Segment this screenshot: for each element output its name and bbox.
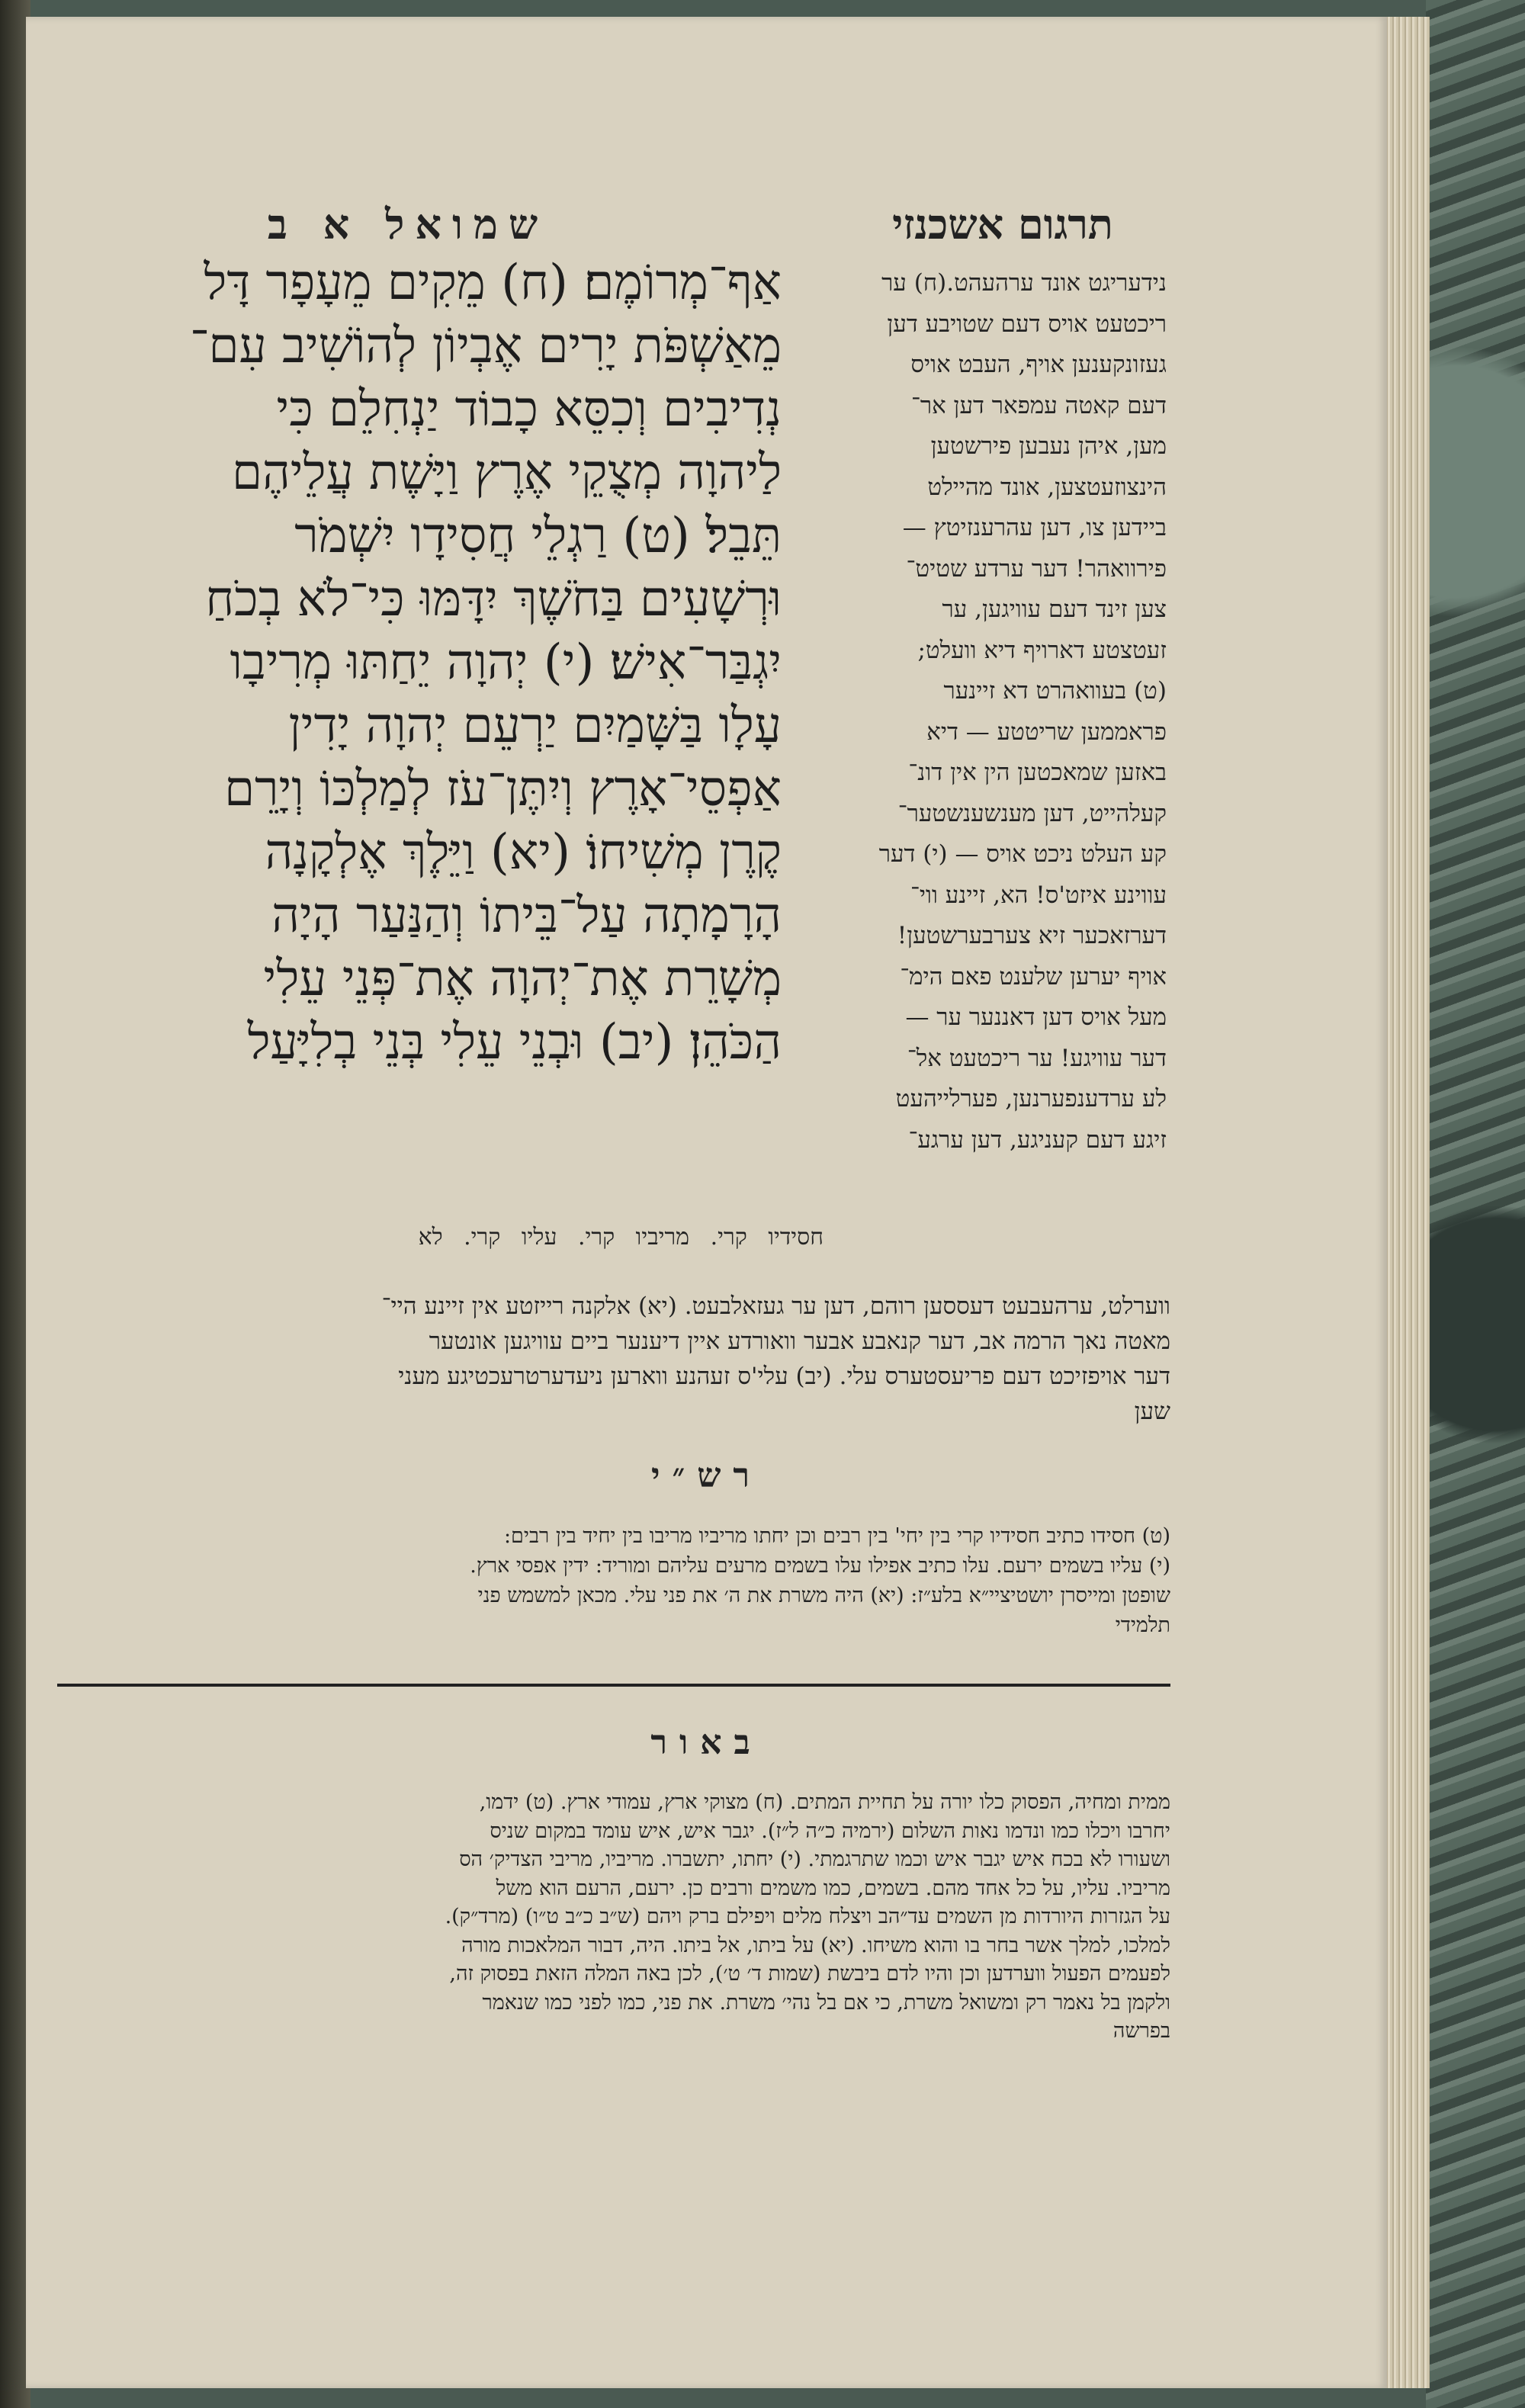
targum-line: אויף יערען שלענט פאם הימ־ [900, 962, 1167, 990]
hebrew-line: אַף־מְרוֹמֶם׃ (ח) מֵקִים מֵעָפָר דָּל [204, 255, 782, 311]
targum-line: דער עוויגע! ער ריכטעט אל־ [907, 1044, 1167, 1072]
targum-line: קעלהייט, דען מענשענשטער־ [897, 799, 1167, 827]
targum-line: עווינע איזט'ס! הא, זיינע ווי־ [910, 881, 1167, 909]
targum-line: פירוואהר! דער ערדע שטיט־ [906, 554, 1167, 583]
rashi-line: שופטן ומייסרן יושטיציי״א בלע״ז: (יא) היה משרת את ה׳ את פני עלי. מכאן למשמש פני [477, 1584, 1170, 1607]
hebrew-line: אַפְסֵי־אָרֶץ וְיִתֶּן־עֹז לְמַלְכּוֹ וְיָרֵם [224, 761, 782, 817]
targum-line: ביידען צו, דען עהרענזיטץ — [902, 514, 1167, 541]
rashi-title: רש״י [650, 1456, 762, 1495]
beur-line: למלכו, למלך אשר בחר בו והוא משיחו. (יא) על ביתו, אל ביתו. היה, דבור המלאכות מורה [461, 1933, 1170, 1957]
beur-line: יחרבו ויכלו כמו ונדמו נאות השלום (ירמיה כ״ה ל״ז). יגבר איש, איש עומד במקום שניס [490, 1819, 1170, 1843]
hebrew-line: קֶרֶן מְשִׁיחוֹ׃ (יא) וַיֵּלֶךְ אֶלְקָנָה [265, 824, 782, 881]
beur-line: ממית ומחיה, הפסוק כלו יורה על תחיית המתים. (ח) מצוקי ארץ, עמודי ארץ. (ט) ידמו, [479, 1790, 1170, 1814]
targum-line: לע ערדענפערנען, פערלייהעט [895, 1085, 1167, 1112]
beur-line: מריביו. עליו, על כל אחד מהם. בשמים, כמו משמים ורבים כן. ירעם, הרעם הוא משל [496, 1876, 1170, 1900]
beur-line: לפעמים הפעול ווערדען וכן והיו לדם ביבשת (שמות ד׳ ט׳), לכן באה המלה הזאת בפסוק זה, [449, 1962, 1170, 1986]
targum-line: זעטצטע דארויף דיא וועלט; [917, 636, 1167, 664]
targum-cont-line: ווערלט, ערהעבעט דעססען רוהם, דען ער געזאלבעט. (יא) אלקנה רייזטע אין זיינע היי־ [381, 1292, 1170, 1320]
targum-line: (ט) בעוואהרט דא זיינער [943, 677, 1167, 705]
targum-line: מעל אויס דען דאננער ער — [905, 1003, 1167, 1031]
beur-line: בפרשה [1112, 2019, 1170, 2043]
targum-line: ריכטעט אויס דעם שטויבע דען [887, 310, 1167, 338]
rashi-line: תלמידי [1115, 1613, 1170, 1637]
hebrew-line: תֵּבֵל׃ (ט) רַגְלֵי חֲסִידָו יִשְׁמֹר [294, 508, 782, 564]
targum-line: דעם קאטה עמפאר דען אר־ [910, 391, 1167, 419]
rashi-line: (ט) חסידו כתיב חסידיו קרי בין יחי' בין רבים וכן יחתו מריביו מריבו בין יחיד בין רבים: [503, 1524, 1170, 1548]
hebrew-line: הַכֹּהֵן׃ (יב) וּבְנֵי עֵלִי בְּנֵי בְלִיָּעַל [247, 1014, 782, 1071]
hebrew-line: עָלָו בַּשָּׁמַיִם יַרְעֵם יְהוָה יָדִין [288, 698, 782, 754]
beur-line: ושעורו לא בכח איש יגבר איש וכמו שתרגמתי. (י) יחתו, יתשברו. מריביו, מריבי הצדיק׳ הס [459, 1848, 1170, 1871]
targum-cont-line: שען [1134, 1398, 1170, 1425]
hebrew-line: יִגְבַּר־אִישׁ׃ (י) יְהוָה יֵחַתּוּ מְרִיבָו [230, 634, 782, 691]
hebrew-verse-block [65, 252, 782, 1074]
rashi-line: (י) עליו בשמים ירעם. עלו כתיב אפילו עלו בשמים מרעים עליהם ומוריד: ידין אפסי ארץ. [470, 1554, 1170, 1578]
translation-header: תרגום אשכנזי [892, 200, 1113, 249]
targum-cont-line: מאטה נאך הרמה אב, דער קנאבע אבער וואורדע איין דיענער ביים עוויגען אונטער [429, 1328, 1170, 1355]
targum-line: קע העלט ניכט אויס — (י) דער [878, 840, 1167, 868]
targum-continuation [57, 1289, 1170, 1429]
kri-notes: חסידיו קרי. מריביו קרי. עליו קרי. לא [418, 1224, 824, 1251]
book-header: שמואל א ב [267, 200, 549, 249]
beur-title: באור [650, 1723, 762, 1762]
targum-column [797, 263, 1167, 1161]
targum-line: באזען שמאכטען הין אין דונ־ [908, 759, 1167, 786]
targum-line: זיגע דעם קעניגע, דען ערגע־ [908, 1125, 1167, 1154]
targum-line: פראממען שריטטע — דיא [926, 718, 1167, 746]
hebrew-line: לַיהוָה מְצֻקֵי אֶרֶץ וַיָּשֶׁת עֲלֵיהֶם [232, 445, 782, 501]
beur-line: על הגזרות היורדות מן השמים עד״הב ויצלח מלים ויפילם ברק ויהם (ש״ב כ״ב ט״ו) (מרד״ק). [445, 1905, 1170, 1928]
targum-line: צען זינד דעם עוויגען, ער [942, 596, 1167, 623]
targum-cont-line: דער אויפזיכט דעם פריעסטערס עלי. (יב) עלי'ס זעהנע ווארען ניעדערטרעכטיגע מעני [398, 1363, 1170, 1390]
targum-line: געזונקענען אויף, העבט אויס [910, 351, 1167, 378]
page-stack-edges [1384, 17, 1430, 2388]
targum-line: מען, איהן נעבען פירשטען [930, 432, 1167, 460]
targum-line: נידעריגט אונד ערהעהט.(ח) ער [881, 269, 1167, 297]
targum-line: הינצוזעטצען, אונד מהיילט [927, 473, 1167, 501]
targum-line: דערזאכער זיא צערבערשטען! [897, 922, 1167, 949]
section-divider [57, 1684, 1170, 1687]
hebrew-line: נְדִיבִים וְכִסֵּא כָבוֹד יַנְחִלֵם כִּי [276, 381, 782, 438]
hebrew-line: הָרָמָתָה עַל־בֵּיתוֹ וְהַנַּעַר הָיָה [271, 888, 782, 944]
hebrew-line: מֵאַשְׁפֹּת יָרִים אֶבְיוֹן לְהוֹשִׁיב עִם־ [190, 318, 782, 374]
hebrew-line: וּרְשָׁעִים בַּחֹשֶׁךְ יִדָּמּוּ כִּי־לֹא בְכֹחַ [205, 571, 782, 628]
hebrew-line: מְשָׁרֵת אֶת־יְהוָה אֶת־פְּנֵי עֵלִי [263, 951, 782, 1007]
beur-commentary [57, 1788, 1170, 2046]
rashi-commentary [57, 1521, 1170, 1640]
marbled-cover [1426, 0, 1525, 2408]
beur-line: ולקמן בל נאמר רק ומשואל משרת, כי אם בל נהי׳ משרת. את פני, כמו לפני כמו שנאמר [482, 1990, 1170, 2015]
